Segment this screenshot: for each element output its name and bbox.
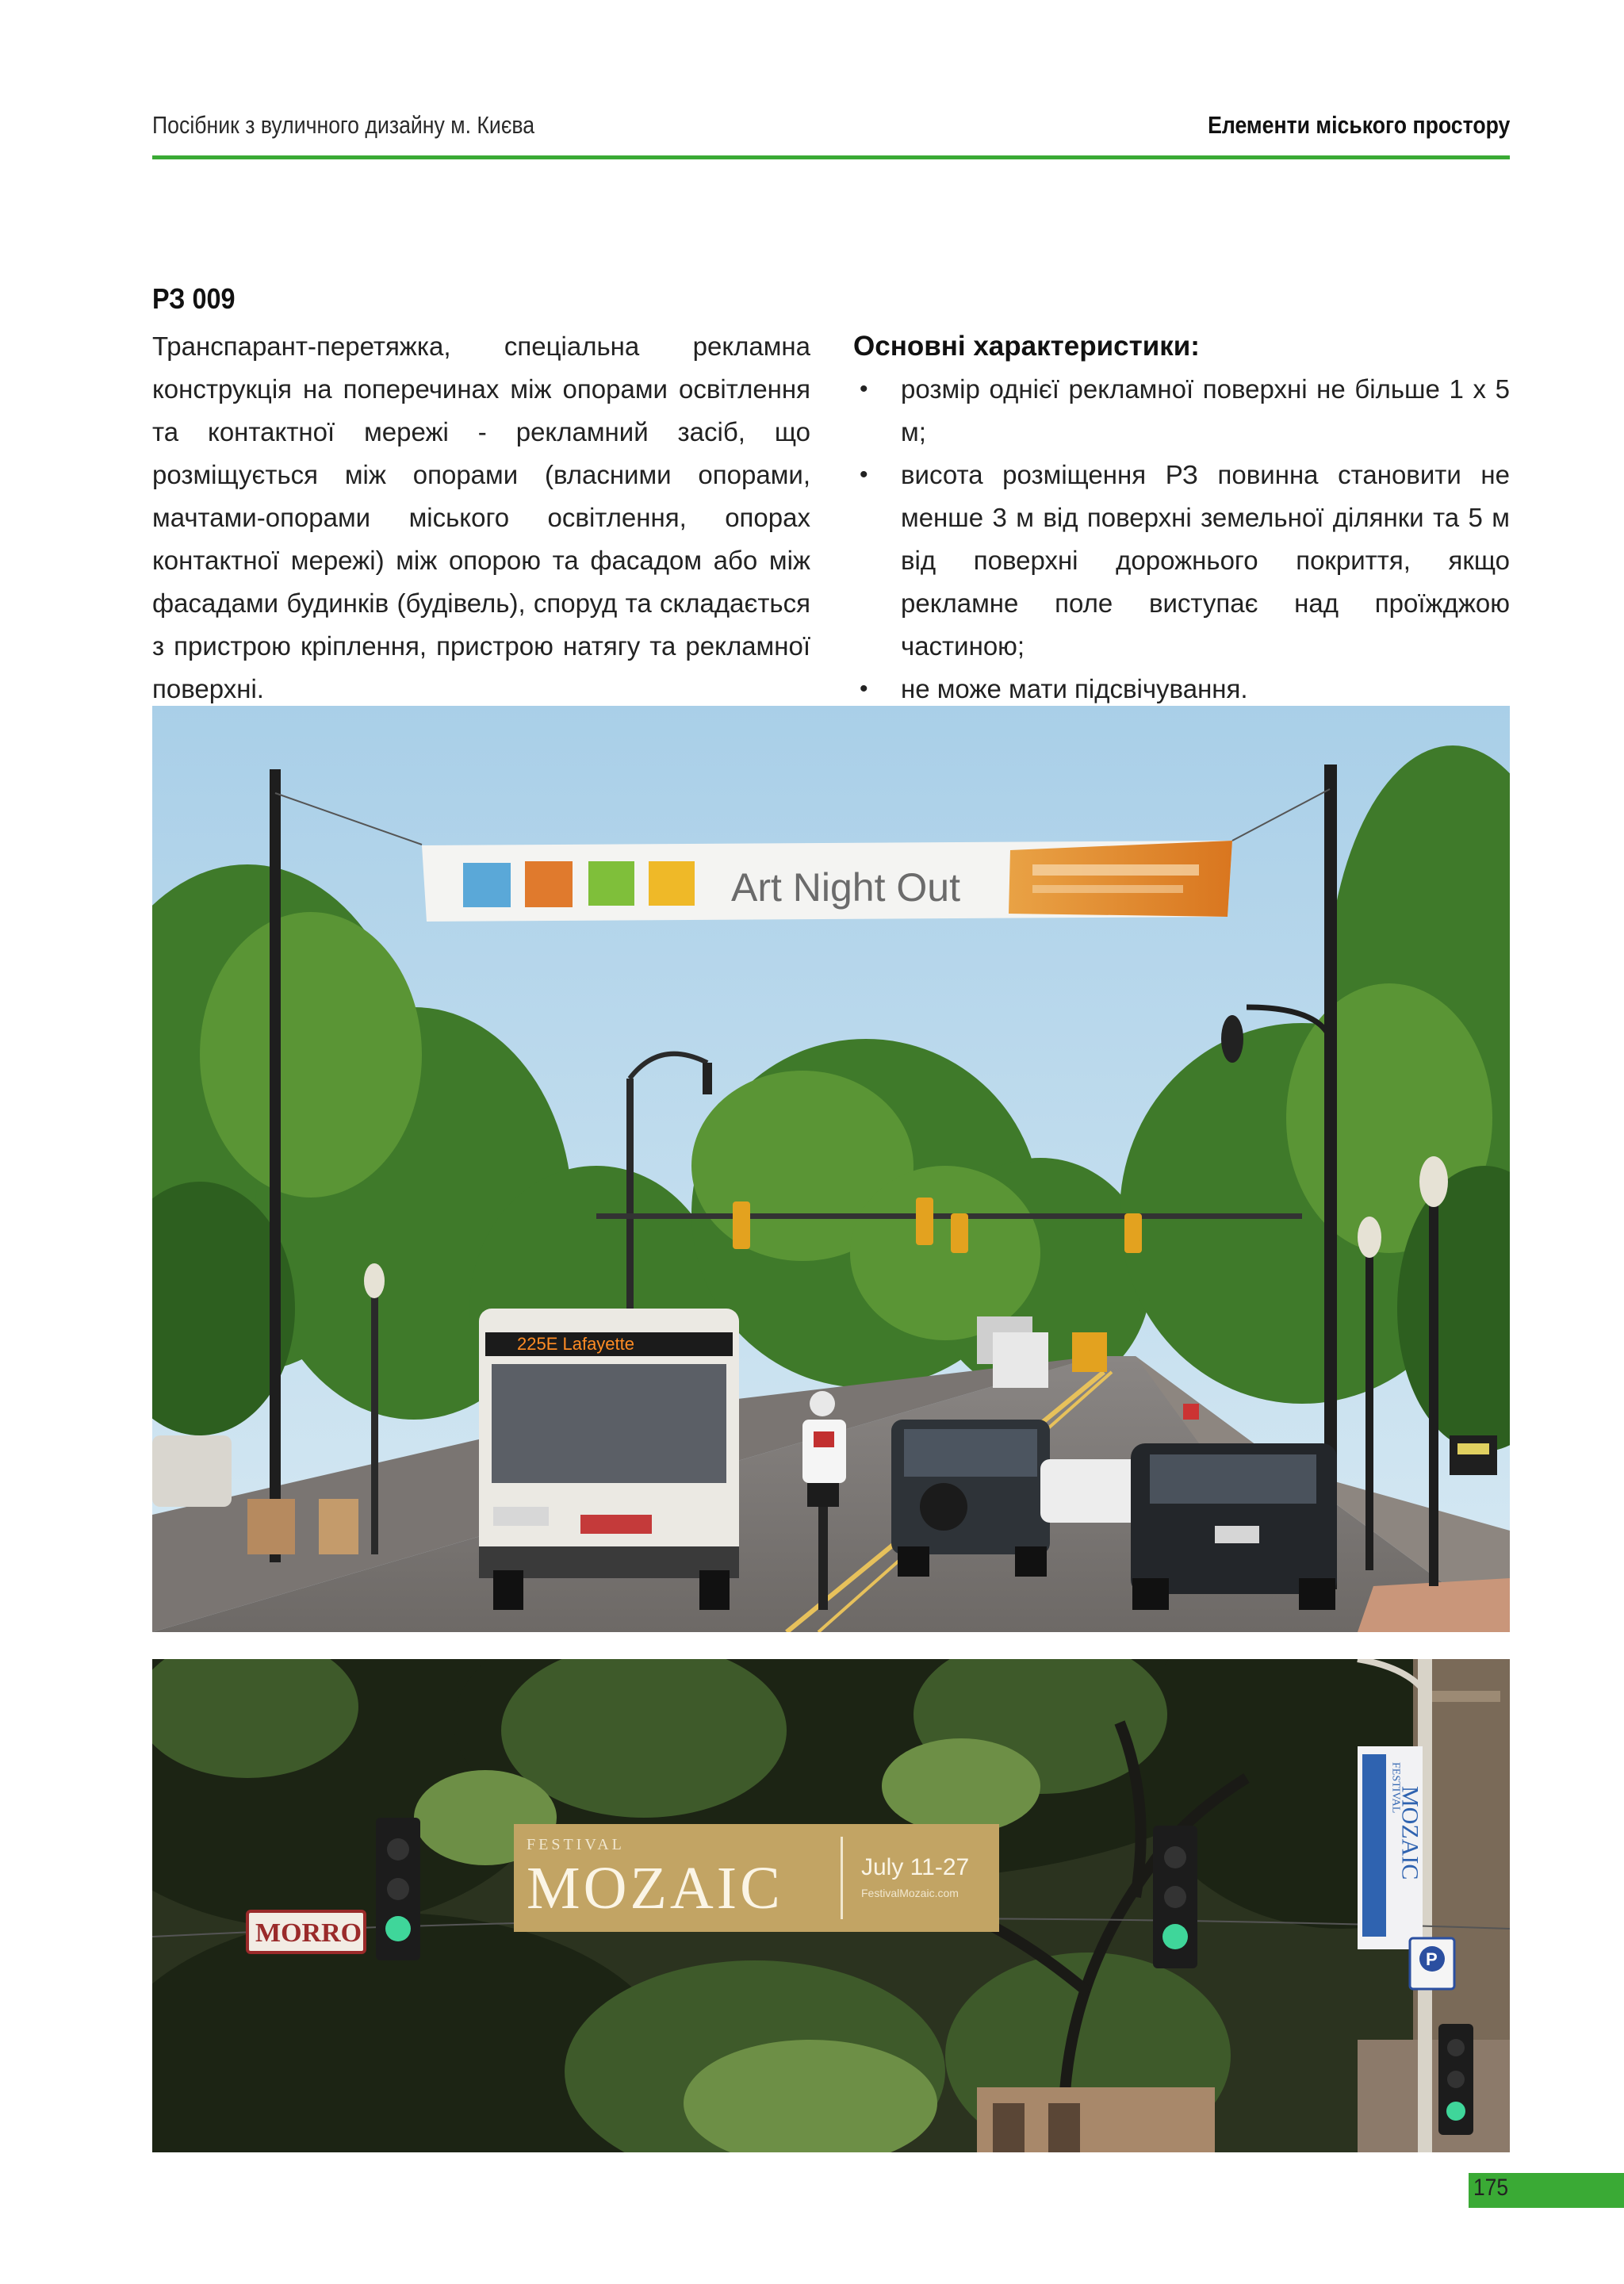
parking-sign-text: P (1426, 1949, 1438, 1969)
description-text: Транспарант-перетяжка, спеціальна рекламна конструкція на поперечинах між опорами освітлення та контактної мережі - рекламний засіб, що розміщується між опорами (власними опорами, мачтами-опорами міського освітлення, опорах контактної мережі) між опорою та фасадом або між фасадами будинків (будівель), споруд та складається з пристрою кріплення, пристрою натягу та рекламної поверхні. (152, 331, 810, 703)
vertical-banner-small: FESTIVAL (1389, 1762, 1402, 1814)
list-item: • розмір однієї рекламної поверхні не більше 1 х 5 м; (853, 368, 1510, 454)
header-rule (152, 155, 1510, 159)
characteristics-title: Основні характеристики: (853, 331, 1200, 362)
page-number: 175 (1473, 2175, 1509, 2201)
street-scene-illustration (152, 706, 1510, 1632)
bullet-icon: • (860, 676, 868, 702)
suv (891, 1420, 1050, 1577)
list-item: • висота розміщення РЗ повинна становити не менше 3 м від поверхні земельної ділянки та 5 м від поверхні дорожнього покриття, якщо рекламне поле виступає над проїжджою частиною; (853, 454, 1510, 668)
street-banner-photo (152, 706, 1510, 1632)
street-sign-text: MORRO (255, 1918, 362, 1948)
list-item: • не може мати підсвічування. (853, 668, 1510, 711)
characteristics-list (853, 368, 1510, 711)
bullet-icon: • (860, 462, 868, 488)
bus (479, 1309, 739, 1610)
vertical-banner-main: MOZAIC (1396, 1786, 1423, 1880)
sedan (1131, 1443, 1337, 1610)
festival-scene-illustration (152, 1659, 1510, 2152)
banner-site-text: FestivalMozaic.com (861, 1887, 959, 1899)
bullet-icon: • (860, 376, 868, 402)
header-right-title: Елементи міського простору (1207, 111, 1510, 139)
banner-date-text: July 11-27 (861, 1854, 970, 1880)
art-night-out-banner (422, 841, 1232, 922)
bus-destination-sign: 225E Lafayette (517, 1334, 635, 1354)
banner-small-text: FESTIVAL (527, 1836, 625, 1853)
header-left-title: Посібник з вуличного дизайну м. Києва (152, 111, 535, 139)
banner-main-text: MOZAIC (527, 1855, 783, 1922)
characteristics-column (853, 325, 1510, 711)
description-column (152, 325, 810, 711)
mozaic-banner (514, 1824, 999, 1932)
section-code: РЗ 009 (152, 282, 236, 315)
banner-text: Art Night Out (731, 865, 960, 910)
festival-banner-photo (152, 1659, 1510, 2152)
vertical-mozaic-banner (1358, 1746, 1423, 1949)
